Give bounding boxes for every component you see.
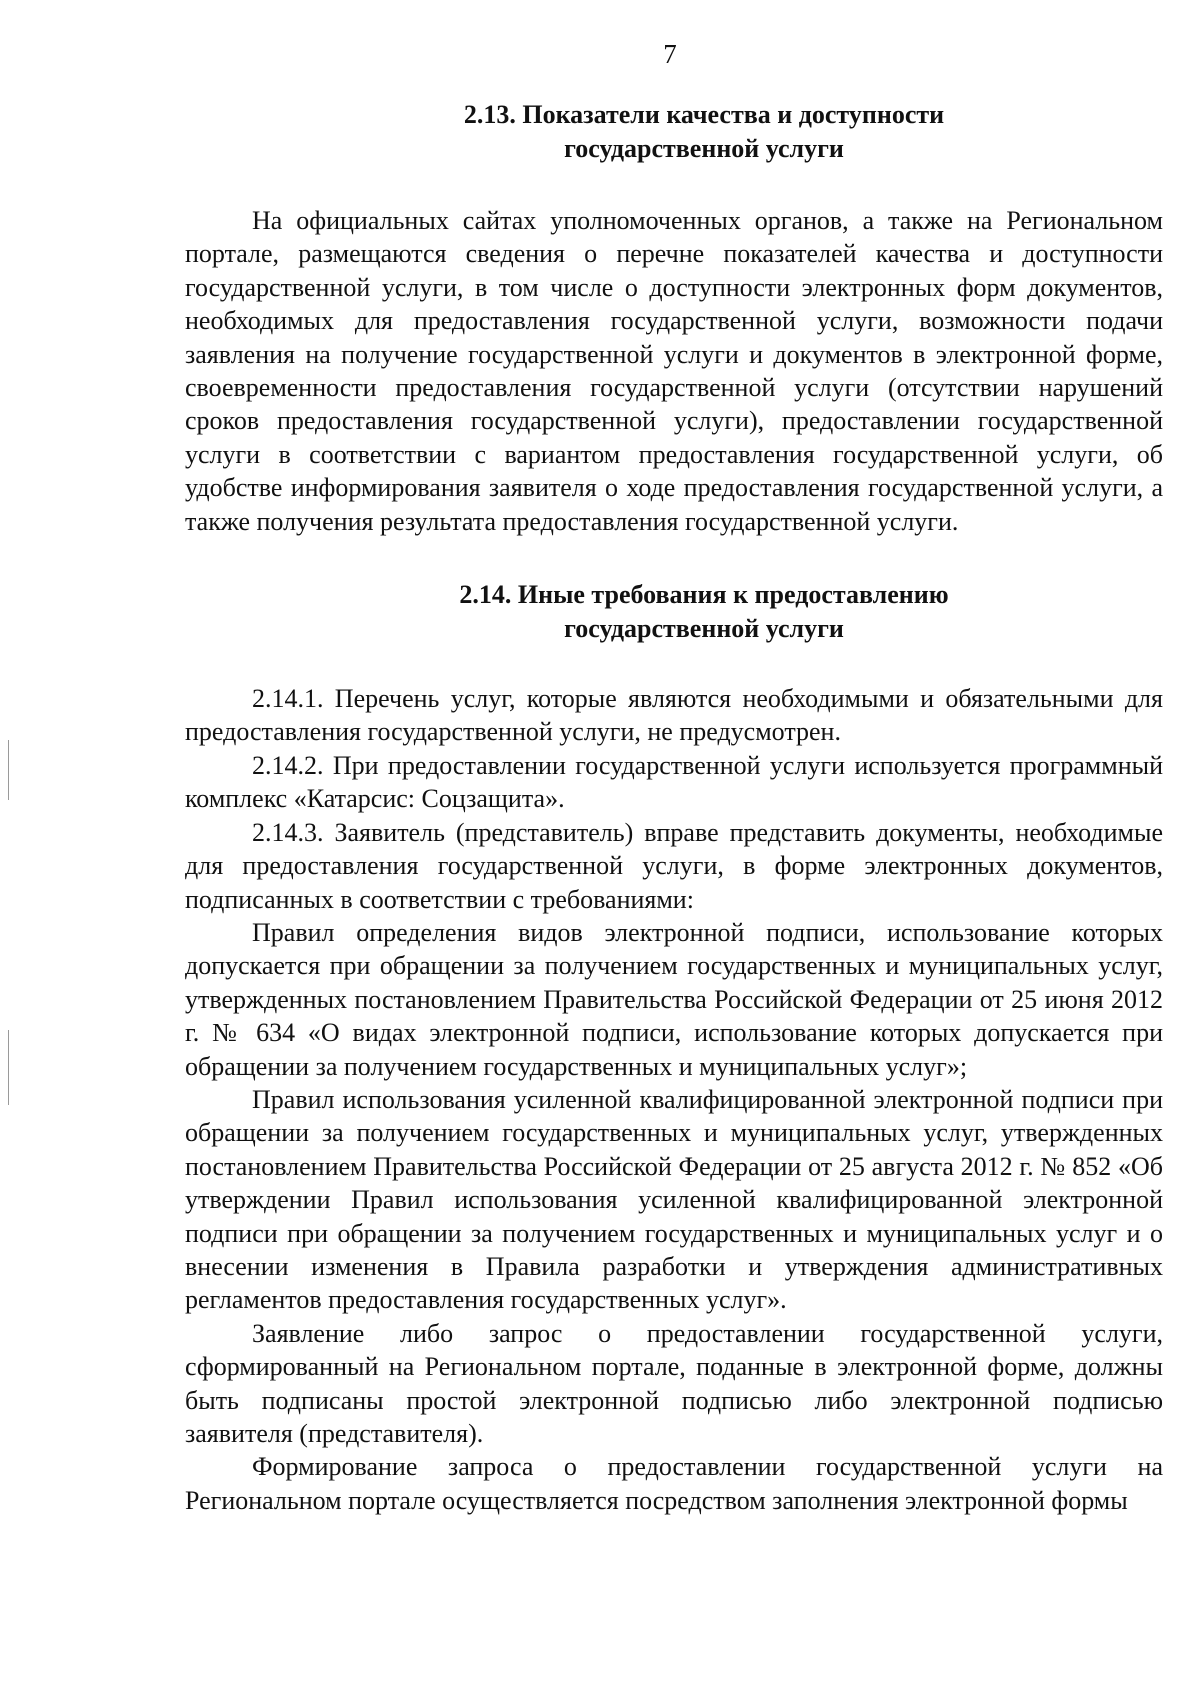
document-body xyxy=(185,98,1163,1517)
heading-line: 2.14. Иные требования к предоставлению xyxy=(459,580,949,610)
heading-line: государственной услуги xyxy=(564,134,844,163)
paragraph-2-13: На официальных сайтах уполномоченных органов, а также на Региональном портале, размещаются сведения о перечне показателей качества и доступности государственной услуги, в том числе о доступности электронных форм документов, необходимых для предоставления государственной услуги, возможности подачи заявления на получение государственной услуги и документов в электронной форме, своевременности предоставления государственной услуги (отсутствии нарушений сроков предоставления государственной услуги), предоставлении государственной услуги в соответствии с вариантом предоставления государственной услуги, об удобстве информирования заявителя о ходе предоставления государственной услуги, а также получения результата предоставления государственной услуги. xyxy=(185,206,1163,536)
paragraph-2-14-2: 2.14.2. При предоставлении государственной услуги используется программный комплекс «Катарсис: Соцзащита». xyxy=(185,750,1163,814)
scan-margin-mark xyxy=(8,740,9,800)
paragraph-2-14-1: 2.14.1. Перечень услуг, которые являются необходимыми и обязательными для предоставления государственной услуги, не предусмотрен. xyxy=(185,684,1163,747)
paragraph-rules-852: Правил использования усиленной квалифицированной электронной подписи при обращении за получением государственных и муниципальных услуг, утвержденных постановлением Правительства Российской Федерации от 25 августа 2012 г. № 852 «Об утверждении Правил использования усиленной квалифицированной электронной подписи при обращении за получением государственных и муниципальных услуг и о внесении изменения в Правила разработки и утверждения административных регламентов предоставления государственных услуг». xyxy=(185,1084,1163,1315)
paragraph-request-form: Формирование запроса о предоставлении государственной услуги на Региональном портале осуществляется посредством заполнения электронной формы xyxy=(185,1452,1163,1515)
section-heading-2-14 xyxy=(185,578,1163,646)
page-number: 7 xyxy=(663,39,677,69)
paragraph-signature: Заявление либо запрос о предоставлении государственной услуги, сформированный на Региональном портале, поданные в электронной форме, должны быть подписаны простой электронной подписью либо электронной подписью заявителя (представителя). xyxy=(185,1318,1163,1448)
paragraph-2-14-3: 2.14.3. Заявитель (представитель) вправе представить документы, необходимые для предоставления государственной услуги, в форме электронных документов, подписанных в соответствии с требованиями: xyxy=(185,817,1163,914)
heading-line: государственной услуги xyxy=(564,614,844,644)
heading-line: 2.13. Показатели качества и доступности xyxy=(463,100,945,129)
scan-margin-mark xyxy=(8,1030,9,1105)
section-heading-2-13 xyxy=(185,98,1163,166)
paragraph-rules-634: Правил определения видов электронной подписи, использование которых допускается при обращении за получением государственных и муниципальных услуг, утвержденных постановлением Правительства Российской Федерации от 25 июня 2012 г. № 634 «О видах электронной подписи, использование которых допускается при обращении за получением государственных и муниципальных услуг»; xyxy=(185,917,1163,1081)
